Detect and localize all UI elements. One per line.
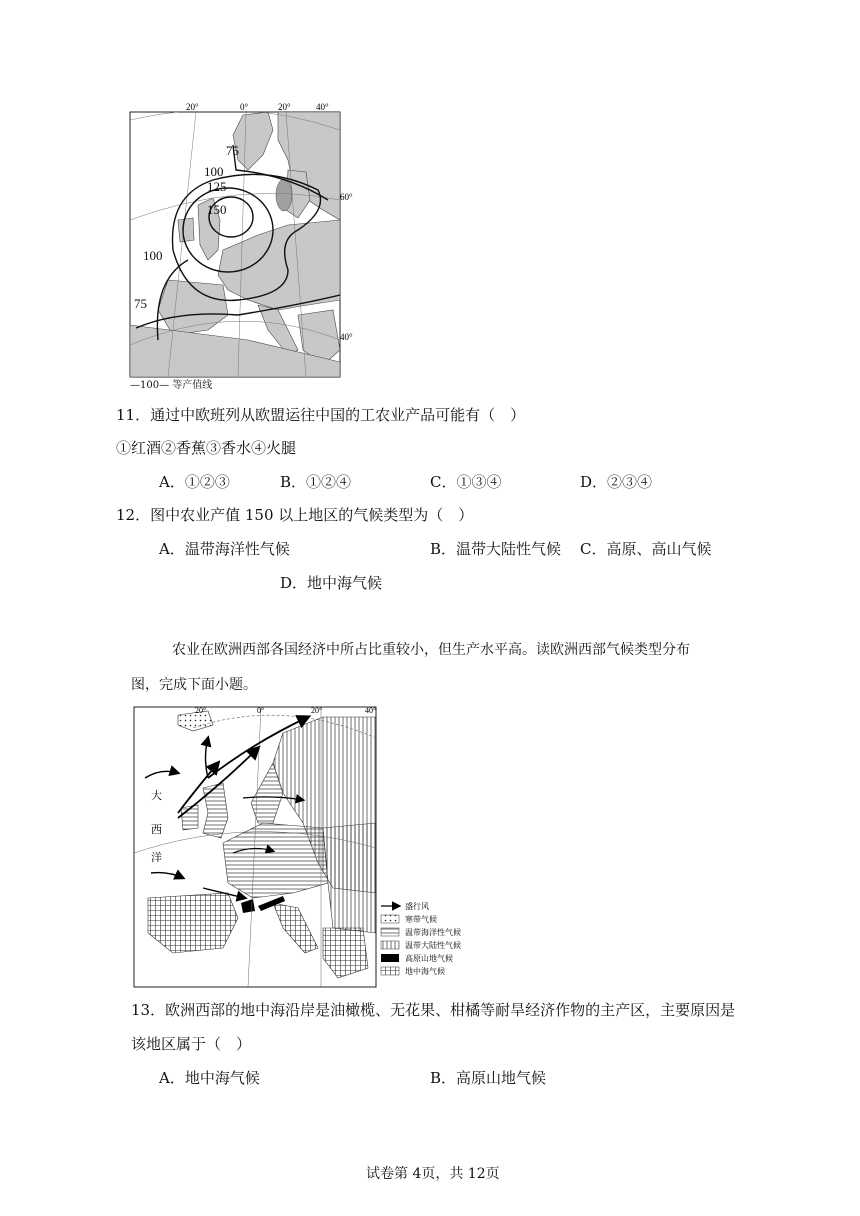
ocean-char: 西 — [151, 823, 162, 836]
lon-label: 20° — [311, 706, 323, 715]
q11-option-a[interactable]: A．①②③ — [159, 473, 230, 491]
q12-option-a[interactable]: A．温带海洋性气候 — [159, 540, 290, 558]
legend-label: 寒带气候 — [405, 915, 437, 924]
legend-label: 温带大陆性气候 — [405, 941, 461, 950]
q13-option-a[interactable]: A．地中海气候 — [159, 1069, 260, 1087]
lon-label: 20° — [186, 102, 199, 112]
isoline-label: 150 — [207, 202, 227, 217]
map2-legend — [381, 901, 461, 976]
legend-label: 高原山地气候 — [405, 954, 453, 963]
q12-option-b[interactable]: B．温带大陆性气候 — [430, 540, 562, 558]
q11-option-d[interactable]: D．②③④ — [580, 473, 653, 491]
page-footer: 试卷第 4页，共 12页 — [366, 1166, 500, 1182]
q12-option-c[interactable]: C．高原、高山气候 — [580, 540, 712, 558]
ocean-char: 洋 — [151, 851, 162, 864]
q11-option-b[interactable]: B．①②④ — [280, 473, 352, 491]
lat-label: 40° — [340, 332, 353, 342]
isoline-label: 100 — [204, 164, 224, 179]
q13-stem-line-1: 13．欧洲西部的地中海沿岸是油橄榄、无花果、柑橘等耐旱经济作物的主产区，主要原因是 — [131, 1001, 736, 1019]
agriculture-output-map — [128, 100, 353, 395]
q11-option-c[interactable]: C．①③④ — [430, 473, 502, 491]
q13-option-b[interactable]: B．高原山地气候 — [430, 1069, 547, 1087]
legend-label: 盛行风 — [405, 902, 429, 911]
isoline-label: 75 — [134, 296, 147, 311]
map1-legend: —100— 等产值线 — [130, 380, 213, 391]
passage-line-2: 图，完成下面小题。 — [131, 677, 257, 693]
q11-items: ①红酒②香蕉③香水④火腿 — [116, 439, 297, 457]
q13-stem-line-2: 该地区属于（ ） — [131, 1035, 252, 1053]
lon-label: 40° — [365, 706, 377, 715]
legend-label: 温带海洋性气候 — [405, 928, 461, 937]
lon-label: 20° — [278, 102, 291, 112]
lon-label: 20° — [195, 706, 207, 715]
q12-option-d[interactable]: D．地中海气候 — [280, 574, 383, 592]
lat-label: 60° — [340, 192, 353, 202]
passage-line-1: 农业在欧洲西部各国经济中所占比重较小，但生产水平高。读欧洲西部气候类型分布 — [172, 642, 690, 658]
lon-label: 0° — [240, 102, 249, 112]
isoline-label: 125 — [207, 179, 227, 194]
lon-label: 0° — [257, 706, 265, 715]
climate-type-map — [133, 703, 478, 988]
lon-label: 40° — [316, 102, 329, 112]
isoline-label: 100 — [143, 248, 163, 263]
legend-label: 地中海气候 — [405, 967, 445, 976]
q11-stem: 11．通过中欧班列从欧盟运往中国的工农业产品可能有（ ） — [116, 406, 526, 424]
ocean-char: 大 — [151, 789, 162, 802]
isoline-label: 75 — [226, 143, 239, 158]
q12-stem: 12．图中农业产值 150 以上地区的气候类型为（ ） — [116, 506, 474, 524]
